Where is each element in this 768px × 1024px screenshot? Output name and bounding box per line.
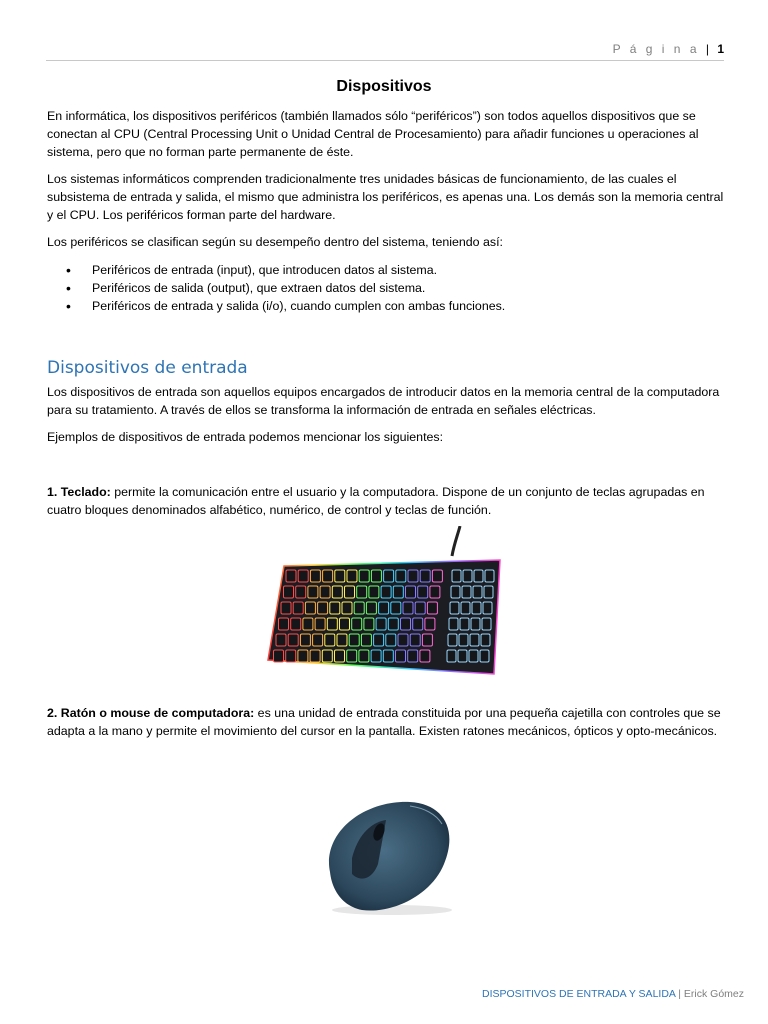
entrada-paragraph-1: Los dispositivos de entrada son aquellos equipos encargados de introducir datos en la memoria central de la computadora para su tratamiento. A través de ellos se transforma la información de entrada en señales eléctricas. bbox=[47, 385, 720, 417]
item-mouse-label: 2. Ratón o mouse de computadora: bbox=[47, 706, 255, 720]
intro-paragraph-3: Los periféricos se clasifican según su desempeño dentro del sistema, teniendo así: bbox=[47, 235, 503, 249]
item-keyboard bbox=[47, 483, 727, 519]
page-label: P á g i n a bbox=[612, 42, 700, 56]
item-mouse-text: es una unidad de entrada constituida por una pequeña cajetilla con controles que se adapta a la mano y permite el movimiento del cursor en la pantalla. Existen ratones mecánicos, ópticos y opto-mecánicos. bbox=[47, 706, 721, 738]
list-item: • Periféricos de entrada (input), que introducen datos al sistema. bbox=[66, 261, 505, 279]
page-separator: | bbox=[705, 42, 709, 56]
item-mouse bbox=[47, 704, 727, 740]
page-number: 1 bbox=[717, 42, 724, 56]
peripheral-types-list bbox=[66, 261, 505, 315]
item-keyboard-text: permite la comunicación entre el usuario y la computadora. Dispone de un conjunto de teclas agrupadas en cuatro bloques denominados alfabético, numérico, de control y teclas de función. bbox=[47, 485, 705, 517]
mouse-image bbox=[312, 794, 462, 916]
list-item: • Periféricos de entrada y salida (i/o), cuando cumplen con ambas funciones. bbox=[66, 297, 505, 315]
section-heading-entrada: Dispositivos de entrada bbox=[47, 358, 248, 378]
footer-title: DISPOSITIVOS DE ENTRADA Y SALIDA bbox=[481, 988, 676, 1000]
list-item: • Periféricos de salida (output), que extraen datos del sistema. bbox=[66, 279, 505, 297]
intro-paragraph-2: Los sistemas informáticos comprenden tradicionalmente tres unidades básicas de funcionamiento, de las cuales el subsistema de entrada y salida, el mismo que administra los periféricos, es apenas una. Los demás son la memoria central y el CPU. Los periféricos forman parte del hardware. bbox=[47, 172, 724, 222]
keyboard-image bbox=[262, 526, 506, 678]
item-keyboard-label: 1. Teclado: bbox=[47, 485, 111, 499]
page-footer bbox=[482, 988, 744, 1000]
document-title: Dispositivos bbox=[336, 78, 432, 95]
footer-separator: | bbox=[678, 988, 681, 1000]
footer-author: Erick Gómez bbox=[683, 988, 744, 1000]
entrada-paragraph-2: Ejemplos de dispositivos de entrada podemos mencionar los siguientes: bbox=[47, 430, 444, 444]
page-header bbox=[46, 42, 724, 61]
intro-paragraph-1: En informática, los dispositivos periféricos (también llamados sólo “periféricos”) son todos aquellos dispositivos que se conectan al CPU (Central Processing Unit o Unidad Central de Procesamiento) para añadir funciones u operaciones al sistema, pero que no forman parte permanente de éste. bbox=[47, 109, 699, 159]
